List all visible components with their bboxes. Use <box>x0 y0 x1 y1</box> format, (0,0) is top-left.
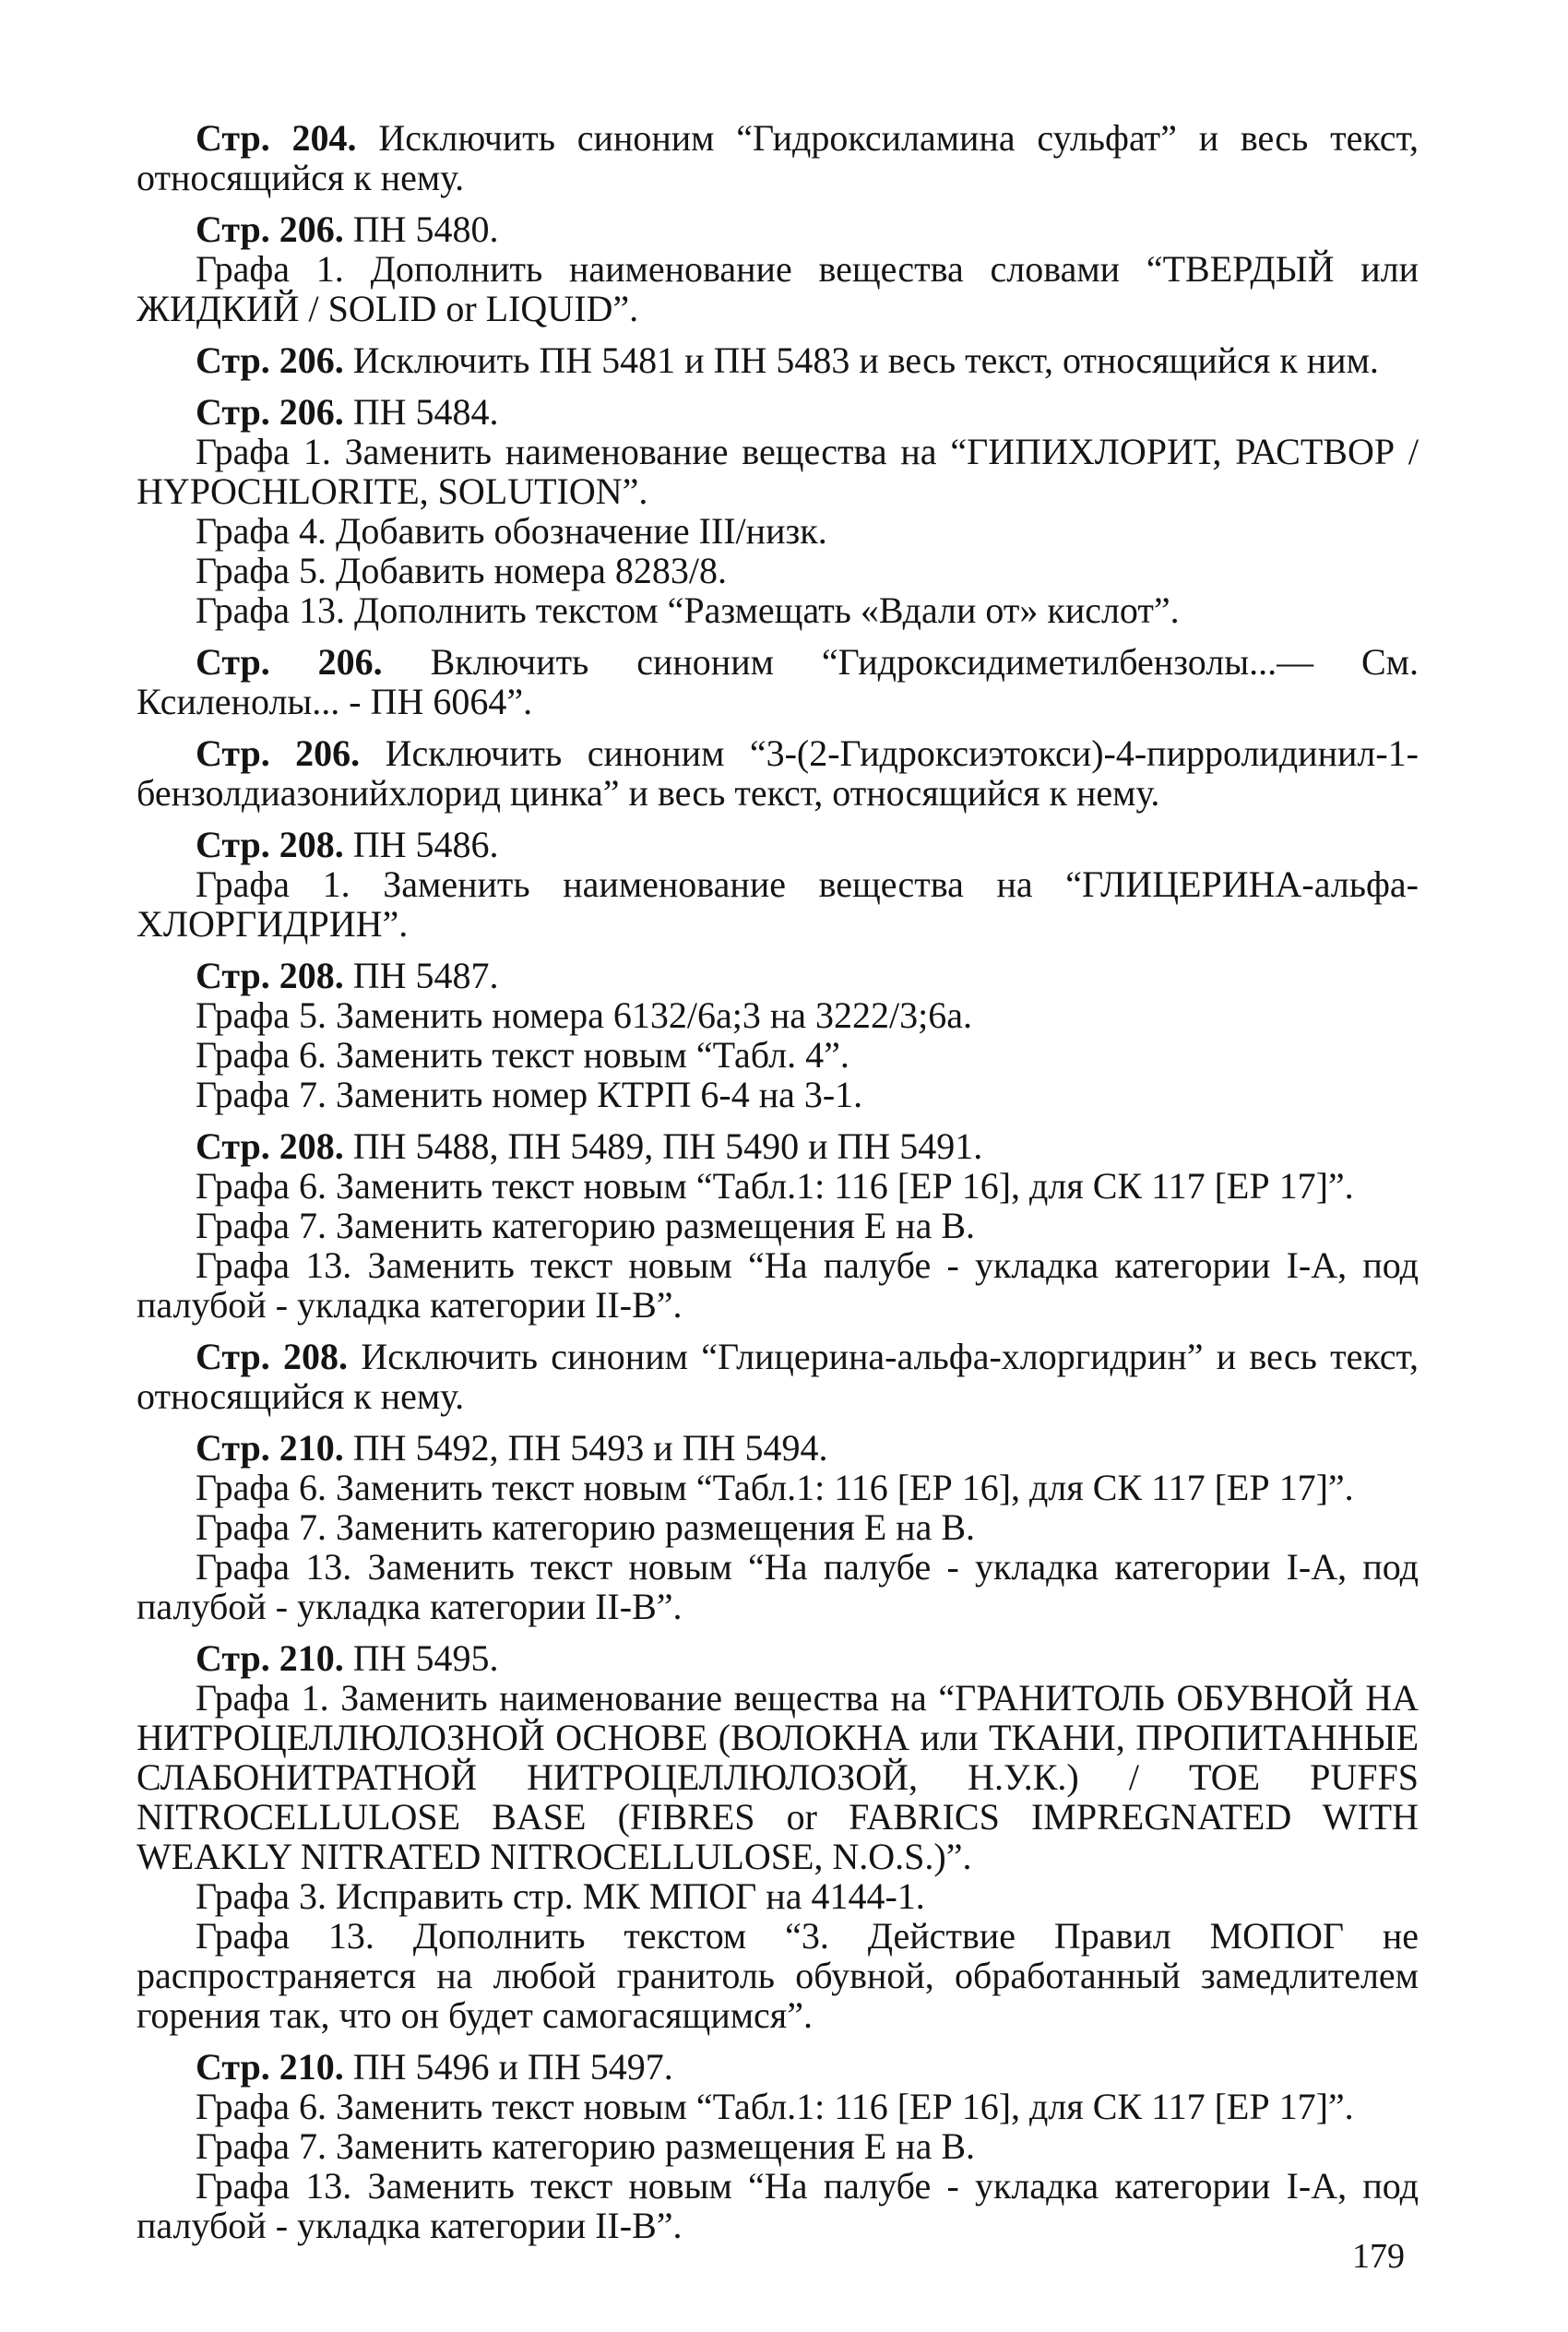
entry-line: Графа 7. Заменить категорию размещения Е на В. <box>196 1205 975 1246</box>
page-reference: Стр. 206. <box>196 641 383 683</box>
entry-line: Графа 4. Добавить обозначение III/низк. <box>196 510 827 552</box>
entry-first-line <box>137 340 1419 380</box>
entry-line: Графа 1. Заменить наименование вещества на “ГИПИХЛОРИТ, РАСТВОР / HYPOCHLORITE, SOLUTION”. <box>137 431 1419 512</box>
entry-text: ПН 5488, ПН 5489, ПН 5490 и ПН 5491. <box>352 1125 983 1167</box>
entry-first-line <box>137 1428 1419 1468</box>
page-reference: Стр. 208. <box>196 824 344 865</box>
amendment-entry <box>137 825 1419 944</box>
entry-line: Графа 3. Исправить стр. МК МПОГ на 4144-1. <box>196 1875 925 1917</box>
entry-text: Исключить синоним “3-(2-Гидроксиэтокси)-4-пирролидинил-1-бензолдиазонийхлорид цинка” и весь текст, относящийся к нему. <box>137 732 1419 814</box>
entry-first-line <box>137 956 1419 995</box>
entry-text: Исключить ПН 5481 и ПН 5483 и весь текст, относящийся к ним. <box>352 339 1379 381</box>
amendment-entry <box>137 733 1419 813</box>
amendment-entry <box>137 1126 1419 1325</box>
amendment-entry <box>137 1428 1419 1626</box>
entry-first-line <box>137 1638 1419 1678</box>
amendment-entry <box>137 1638 1419 2035</box>
entry-first-line <box>137 209 1419 249</box>
page-number: 179 <box>1352 2237 1405 2276</box>
amendment-entry <box>137 118 1419 197</box>
amendment-entry <box>137 642 1419 721</box>
page-reference: Стр. 210. <box>196 1427 344 1469</box>
page-reference: Стр. 208. <box>196 1336 349 1377</box>
page-reference: Стр. 208. <box>196 955 344 996</box>
entry-first-line <box>137 118 1419 197</box>
page-reference: Стр. 210. <box>196 1637 344 1679</box>
entry-line: Графа 5. Добавить номера 8283/8. <box>196 550 728 591</box>
entry-text: ПН 5496 и ПН 5497. <box>352 2046 673 2088</box>
page-reference: Стр. 210. <box>196 2046 344 2088</box>
page-reference: Стр. 206. <box>196 391 344 433</box>
entry-text: Включить синоним “Гидроксидиметилбензолы...— См. Ксиленолы... - ПН 6064”. <box>137 641 1419 722</box>
amendment-entry <box>137 1337 1419 1416</box>
entry-text: ПН 5487. <box>352 955 499 996</box>
page-reference: Стр. 206. <box>196 732 361 774</box>
entry-first-line <box>137 825 1419 864</box>
entry-line: Графа 13. Дополнить текстом “3. Действие Правил МОПОГ не распространяется на любой гранитоль обувной, обработанный замедлителем горения так, что он будет самогасящимся”. <box>137 1915 1419 2036</box>
entry-line: Графа 13. Заменить текст новым “На палубе - укладка категории I-А, под палубой - укладка категории II-В”. <box>137 2165 1419 2246</box>
amendment-entry <box>137 340 1419 380</box>
entry-text: ПН 5495. <box>352 1637 499 1679</box>
entry-first-line <box>137 1126 1419 1166</box>
entry-line: Графа 6. Заменить текст новым “Табл.1: 116 [ЕР 16], для СК 117 [ЕР 17]”. <box>196 1467 1354 1508</box>
entry-text: ПН 5484. <box>352 391 499 433</box>
page-reference: Стр. 206. <box>196 208 344 250</box>
entry-line: Графа 13. Дополнить текстом “Размещать «Вдали от» кислот”. <box>196 589 1180 631</box>
entry-line: Графа 6. Заменить текст новым “Табл. 4”. <box>196 1034 849 1076</box>
document-body <box>137 118 1419 2257</box>
entry-line: Графа 6. Заменить текст новым “Табл.1: 116 [ЕР 16], для СК 117 [ЕР 17]”. <box>196 2086 1354 2127</box>
entry-text: ПН 5492, ПН 5493 и ПН 5494. <box>352 1427 828 1469</box>
entry-line: Графа 6. Заменить текст новым “Табл.1: 116 [ЕР 16], для СК 117 [ЕР 17]”. <box>196 1165 1354 1207</box>
page-reference: Стр. 206. <box>196 339 344 381</box>
entry-first-line <box>137 392 1419 432</box>
entry-first-line <box>137 1337 1419 1416</box>
entry-first-line <box>137 642 1419 721</box>
entry-line: Графа 7. Заменить номер КТРП 6-4 на 3-1. <box>196 1074 863 1115</box>
amendment-entry <box>137 2047 1419 2245</box>
entry-text: Исключить синоним “Глицерина-альфа-хлоргидрин” и весь текст, относящийся к нему. <box>137 1336 1420 1417</box>
entry-line: Графа 13. Заменить текст новым “На палубе - укладка категории I-А, под палубой - укладка категории II-В”. <box>137 1244 1419 1326</box>
entry-text: Исключить синоним “Гидроксиламина сульфат” и весь текст, относящийся к нему. <box>137 117 1419 198</box>
amendment-entry <box>137 209 1419 328</box>
entry-line: Графа 1. Заменить наименование вещества на “ГЛИЦЕРИНА-альфа-ХЛОРГИДРИН”. <box>137 863 1419 945</box>
entry-text: ПН 5480. <box>352 208 499 250</box>
entry-first-line <box>137 2047 1419 2087</box>
amendment-entry <box>137 392 1419 630</box>
entry-line: Графа 13. Заменить текст новым “На палубе - укладка категории I-А, под палубой - укладка категории II-В”. <box>137 1546 1419 1627</box>
page-reference: Стр. 208. <box>196 1125 344 1167</box>
entry-line: Графа 7. Заменить категорию размещения Е на В. <box>196 2125 975 2167</box>
entry-line: Графа 5. Заменить номера 6132/6а;3 на 3222/3;6а. <box>196 994 973 1036</box>
amendment-entry <box>137 956 1419 1114</box>
entry-line: Графа 7. Заменить категорию размещения Е на В. <box>196 1506 975 1548</box>
page-reference: Стр. 204. <box>196 117 357 159</box>
entry-first-line <box>137 733 1419 813</box>
entry-text: ПН 5486. <box>352 824 499 865</box>
entry-line: Графа 1. Дополнить наименование вещества словами “ТВЕРДЫЙ или ЖИДКИЙ / SOLID or LIQUID”. <box>137 248 1419 329</box>
entry-line: Графа 1. Заменить наименование вещества на “ГРАНИТОЛЬ ОБУВНОЙ НА НИТРОЦЕЛЛЮЛОЗНОЙ ОСНОВЕ (ВОЛОКНА или ТКАНИ, ПРОПИТАННЫЕ СЛАБОНИТРАТНОЙ НИТРОЦЕЛЛЮЛОЗОЙ, Н.У.К.) / TOE PUFFS NITROCELLULOSE BASE (FIBRES or FABRICS IMPREGNATED WITH WEAKLY NITRATED NITROCELLULOSE, N.O.S.)”. <box>137 1677 1419 1877</box>
